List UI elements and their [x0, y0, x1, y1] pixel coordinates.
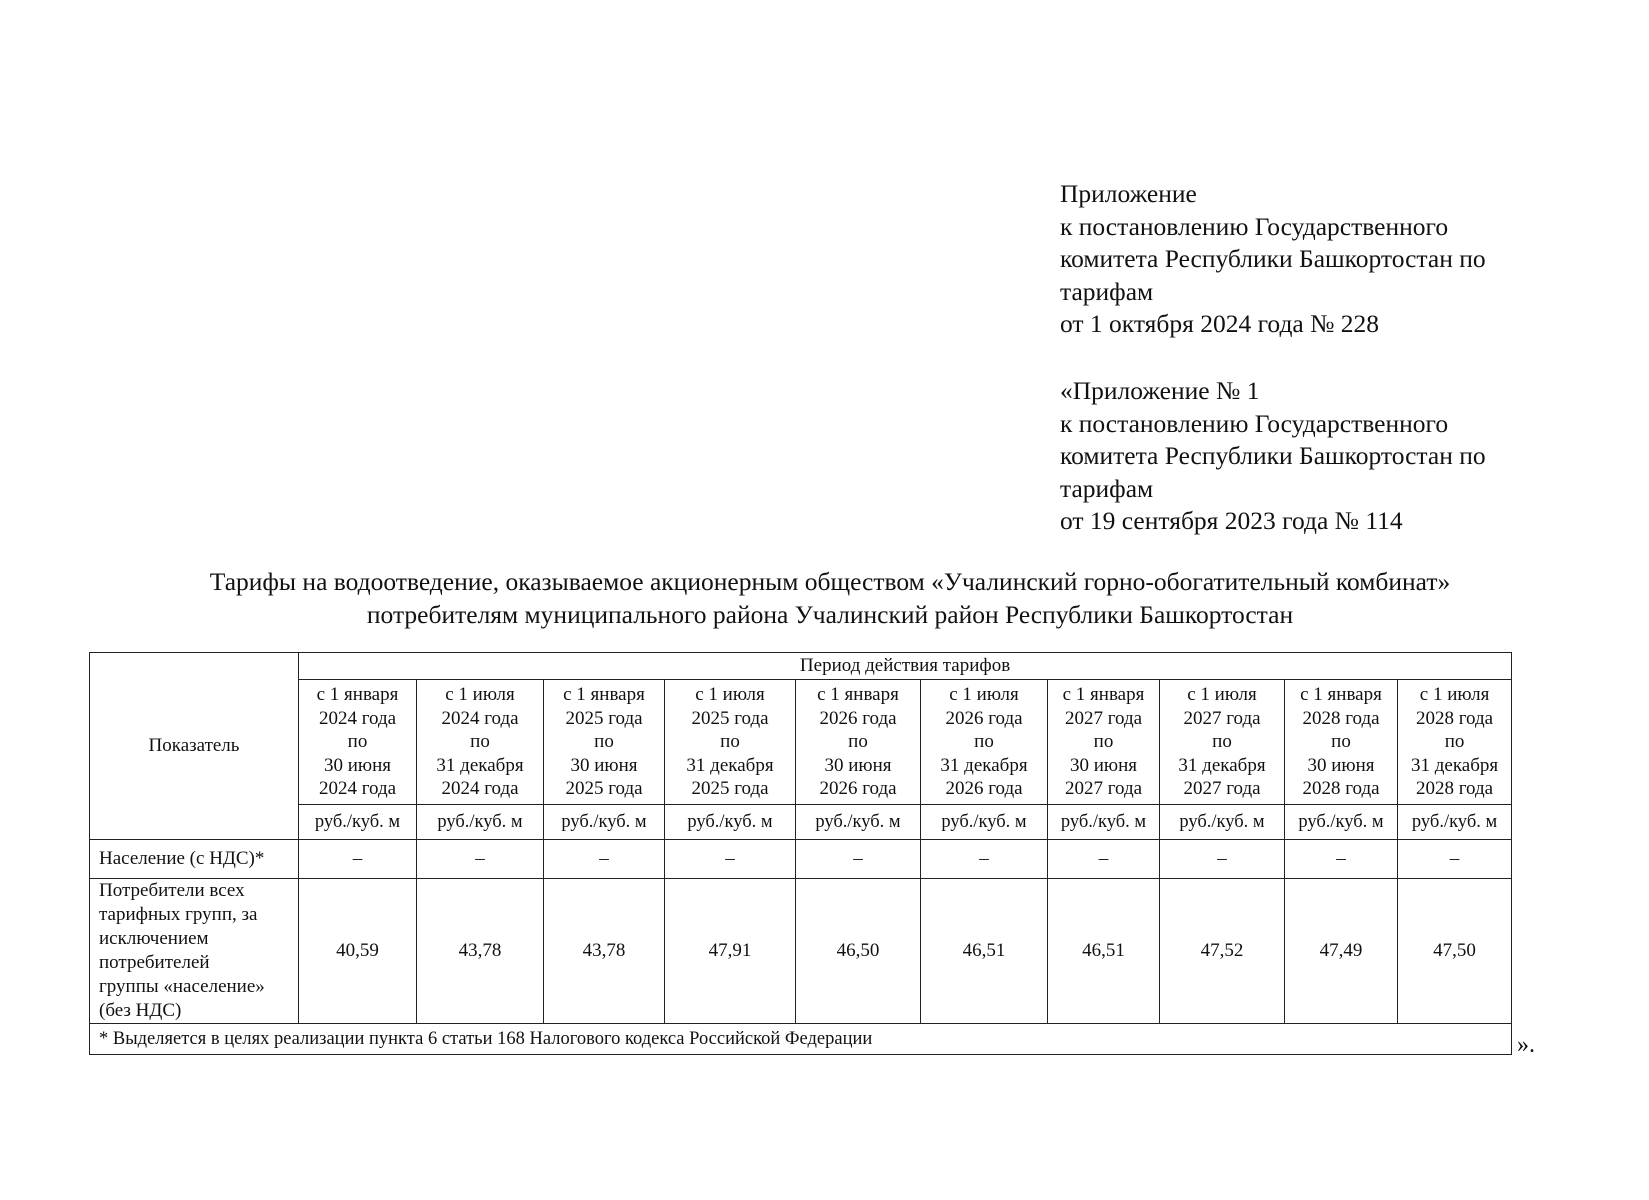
- document-title: [80, 565, 1580, 631]
- period-cell: с 1 июля 2026 года по 31 декабря 2026 года: [921, 680, 1048, 805]
- table-row-population: [90, 840, 1512, 879]
- tariff-value-cell: 40,59: [299, 879, 417, 1024]
- annex-line: тарифам: [1060, 473, 1154, 503]
- tariff-value-cell: 47,50: [1398, 879, 1512, 1024]
- unit-cell: руб./куб. м: [1398, 805, 1512, 840]
- tariff-value-cell: –: [299, 840, 417, 879]
- annex-line: тарифам: [1060, 276, 1154, 306]
- tariff-value-cell: –: [1160, 840, 1285, 879]
- annex-line: комитета Республики Башкортостан по: [1060, 441, 1486, 470]
- table-row-other-consumers: [90, 879, 1512, 1024]
- tariff-value-cell: –: [921, 840, 1048, 879]
- unit-cell: руб./куб. м: [1160, 805, 1285, 840]
- annex-line: комитета Республики Башкортостан по: [1060, 244, 1486, 273]
- period-header: Период действия тарифов: [299, 653, 1512, 680]
- period-cell: с 1 января 2024 года по 30 июня 2024 года: [299, 680, 417, 805]
- unit-cell: руб./куб. м: [921, 805, 1048, 840]
- tariff-value-cell: –: [1285, 840, 1398, 879]
- tariff-value-cell: 47,49: [1285, 879, 1398, 1024]
- period-cell: с 1 января 2026 года по 30 июня 2026 года: [796, 680, 921, 805]
- unit-cell: руб./куб. м: [665, 805, 796, 840]
- closing-quote: ».: [1517, 1032, 1535, 1058]
- tariff-value-cell: 47,91: [665, 879, 796, 1024]
- tariff-value-cell: –: [796, 840, 921, 879]
- unit-cell: руб./куб. м: [544, 805, 665, 840]
- unit-row: [90, 805, 1512, 840]
- annex-line: от 1 октября 2024 года № 228: [1060, 309, 1380, 338]
- tariff-value-cell: 43,78: [417, 879, 544, 1024]
- period-row: [90, 680, 1512, 805]
- unit-cell: руб./куб. м: [299, 805, 417, 840]
- period-cell: с 1 июля 2024 года по 31 декабря 2024 года: [417, 680, 544, 805]
- title-line-1: Тарифы на водоотведение, оказываемое акционерным обществом «Учалинский горно-обогатительный комбинат»: [209, 567, 1451, 596]
- unit-cell: руб./куб. м: [796, 805, 921, 840]
- annex-line: «Приложение № 1: [1060, 376, 1260, 405]
- tariff-table: [89, 652, 1512, 1055]
- annex-header-original: [1060, 375, 1620, 538]
- period-cell: с 1 января 2025 года по 30 июня 2025 года: [544, 680, 665, 805]
- annex-line: от 19 сентября 2023 года № 114: [1060, 506, 1403, 535]
- unit-cell: руб./куб. м: [1048, 805, 1160, 840]
- tariff-value-cell: –: [1048, 840, 1160, 879]
- tariff-value-cell: 46,51: [921, 879, 1048, 1024]
- tariff-value-cell: –: [1398, 840, 1512, 879]
- title-line-2: потребителям муниципального района Учалинский район Республики Башкортостан: [366, 600, 1294, 629]
- annex-header-current: [1060, 178, 1620, 341]
- period-cell: с 1 июля 2028 года по 31 декабря 2028 года: [1398, 680, 1512, 805]
- tariff-value-cell: –: [544, 840, 665, 879]
- period-cell: с 1 января 2027 года по 30 июня 2027 года: [1048, 680, 1160, 805]
- tariff-value-cell: 43,78: [544, 879, 665, 1024]
- tariff-value-cell: 47,52: [1160, 879, 1285, 1024]
- tariff-value-cell: 46,51: [1048, 879, 1160, 1024]
- annex-line: к постановлению Государственного: [1060, 408, 1449, 438]
- annex-line: к постановлению Государственного: [1060, 211, 1449, 241]
- indicator-header: Показатель: [90, 653, 299, 840]
- period-cell: с 1 июля 2025 года по 31 декабря 2025 года: [665, 680, 796, 805]
- tariff-value-cell: –: [665, 840, 796, 879]
- annex-line: Приложение: [1060, 179, 1197, 208]
- row-label: Потребители всех тарифных групп, за исключением потребителей группы «население» (без НДС): [90, 879, 299, 1024]
- tariff-value-cell: 46,50: [796, 879, 921, 1024]
- table-footnote: * Выделяется в целях реализации пункта 6 статьи 168 Налогового кодекса Российской Федерации: [90, 1024, 1512, 1055]
- row-label: Население (с НДС)*: [90, 840, 299, 879]
- unit-cell: руб./куб. м: [417, 805, 544, 840]
- tariff-value-cell: –: [417, 840, 544, 879]
- period-cell: с 1 января 2028 года по 30 июня 2028 года: [1285, 680, 1398, 805]
- period-cell: с 1 июля 2027 года по 31 декабря 2027 года: [1160, 680, 1285, 805]
- unit-cell: руб./куб. м: [1285, 805, 1398, 840]
